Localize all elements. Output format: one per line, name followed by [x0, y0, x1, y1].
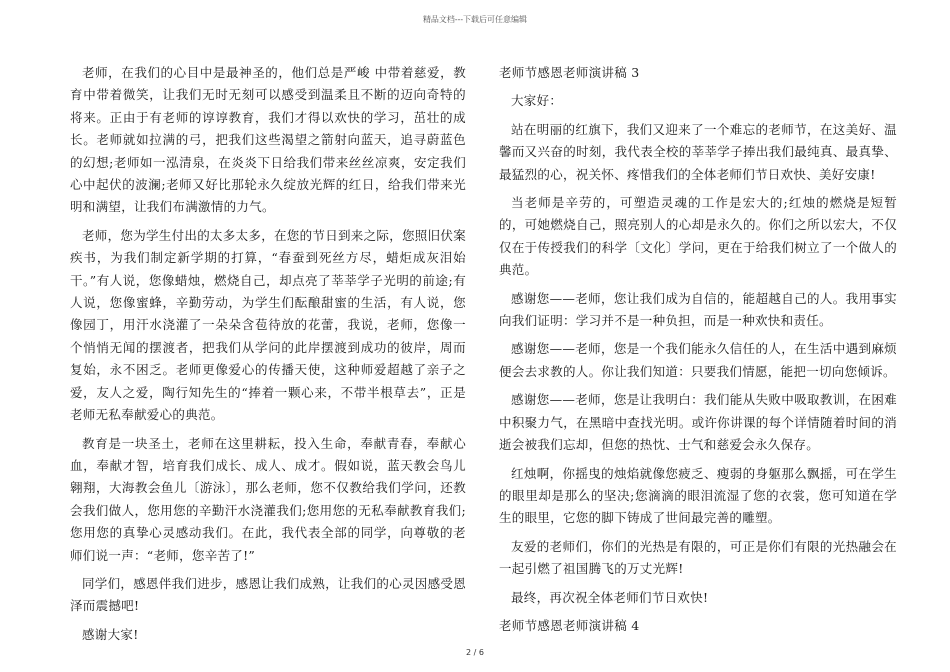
- greeting: 大家好：: [511, 93, 563, 109]
- paragraph: 感谢大家!: [82, 626, 139, 642]
- paragraph: 同学们，感恩伴我们进步，感恩让我们成熟，让我们的心灵因感受恩泽而震撼吧!: [70, 575, 467, 614]
- speech-title: 老师节感恩老师演讲稿 3: [499, 65, 640, 80]
- speech-title: 老师节感恩老师演讲稿 4: [499, 617, 640, 633]
- paragraph: 最终，再次祝全体老师们节日欢快!: [511, 589, 709, 605]
- paragraph: 感谢您——老师，您是让我明白：我们能从失败中吸取教训，在困难中积聚力气，在黑暗中查找光明。或许你讲课的每个详情随着时间的消逝会被我们忘却，但您的热忱、士气和慈爱会永久保存。: [499, 392, 897, 453]
- paragraph: 红烛啊，你摇曳的烛焰就像您疲乏、瘦弱的身躯那么飘摇，可在学生的眼里却是那么的坚决;您滴滴的眼泪流湿了您的衣裳，您可知道在学生的眼里，它您的脚下铸成了世间最完善的雕塑。: [499, 465, 897, 526]
- paragraph: 当老师是辛劳的，可塑造灵魂的工作是宏大的;红烛的燃烧是短暂的，可她燃烧自己，照亮别人的心却是永久的。你们之所以宏大，不仅仅在于传授我们的科学〔文化〕学问，更在于给我们树立了一个做人的典范。: [499, 195, 897, 278]
- paragraph: 站在明丽的红旗下，我们又迎来了一个难忘的老师节，在这美好、温馨而又兴奋的时刻，我代表全校的莘莘学子捧出我们最纯真、最真挚、最猛烈的心，祝关怀、疼惜我们的全体老师们节日欢快、美好安康!: [499, 121, 897, 182]
- paragraph: 老师，您为学生付出的太多太多，在您的节日到来之际，您照旧伏案疾书，为我们制定新学期的打算，“春蚕到死丝方尽，蜡炬成灰泪始干。”有人说，您像蜡烛，燃烧自己，却点亮了莘莘学子光明的前途;有人说，您像蜜蜂，辛勤劳动，为学生们酝酿甜蜜的生活，有人说，您像园丁，用汗水浇灌了一朵朵含苞待放的花蕾，我说，老师，您像一个悄悄无闻的摆渡者，把我们从学问的此岸摆渡到成功的彼岸，周而复始，永不困乏。老师更像爱心的传播天使，这种师爱超越了亲子之爱，友人之爱，陶行知先生的“捧着一颗心来，不带半根草去”，正是老师无私奉献爱心的典范。: [70, 227, 467, 423]
- page-header: 精品文档---下载后可任意编辑: [422, 15, 528, 24]
- paragraph: 老师，在我们的心目中是最神圣的，他们总是严峻 中带着慈爱，教育中带着微笑，让我们无时无刻可以感受到温柔且不断的迈向奇特的将来。正由于有老师的谆谆教育，我们才得以欢快的学习，茁壮的成长。老师就如拉满的弓，把我们这些渴望之箭射向蓝天，追寻蔚蓝色的幻想;老师如一泓清泉，在炎炎下日给我们带来丝丝凉爽，安定我们心中起伏的波澜;老师又好比那轮永久绽放光辉的红日，给我们带来光明和满望，让我们布满激情的力气。: [70, 65, 466, 215]
- page-number: 2 / 6: [466, 648, 484, 657]
- paragraph: 友爱的老师们，你们的光热是有限的，可正是你们有限的光热融会在一起引燃了祖国腾飞的万丈光辉!: [499, 538, 897, 577]
- left-column: [70, 62, 466, 652]
- paragraph: 教育是一块圣土，老师在这里耕耘，投入生命，奉献青春，奉献心血，奉献才智，培育我们成长、成人、成才。假如说，蓝天教会鸟儿翱翔，大海教会鱼儿〔游泳〕，那么老师，您不仅教给我们学问，还教会我们做人，您用您的辛勤汗水浇灌我们;您用您的无私奉献教育我们;您用您的真挚心灵感动我们。在此，我代表全部的同学，向尊敬的老师们说一声：“老师，您辛苦了!”: [70, 435, 466, 563]
- right-column: [499, 62, 897, 643]
- paragraph: 感谢您——老师，您是一个我们能永久信任的人，在生活中遇到麻烦便会去求教的人。你让我们知道：只要我们情愿，能把一切向您倾诉。: [499, 341, 897, 379]
- paragraph: 感谢您——老师，您让我们成为自信的，能超越自己的人。我用事实向我们证明：学习并不是一种负担，而是一种欢快和责任。: [499, 290, 897, 329]
